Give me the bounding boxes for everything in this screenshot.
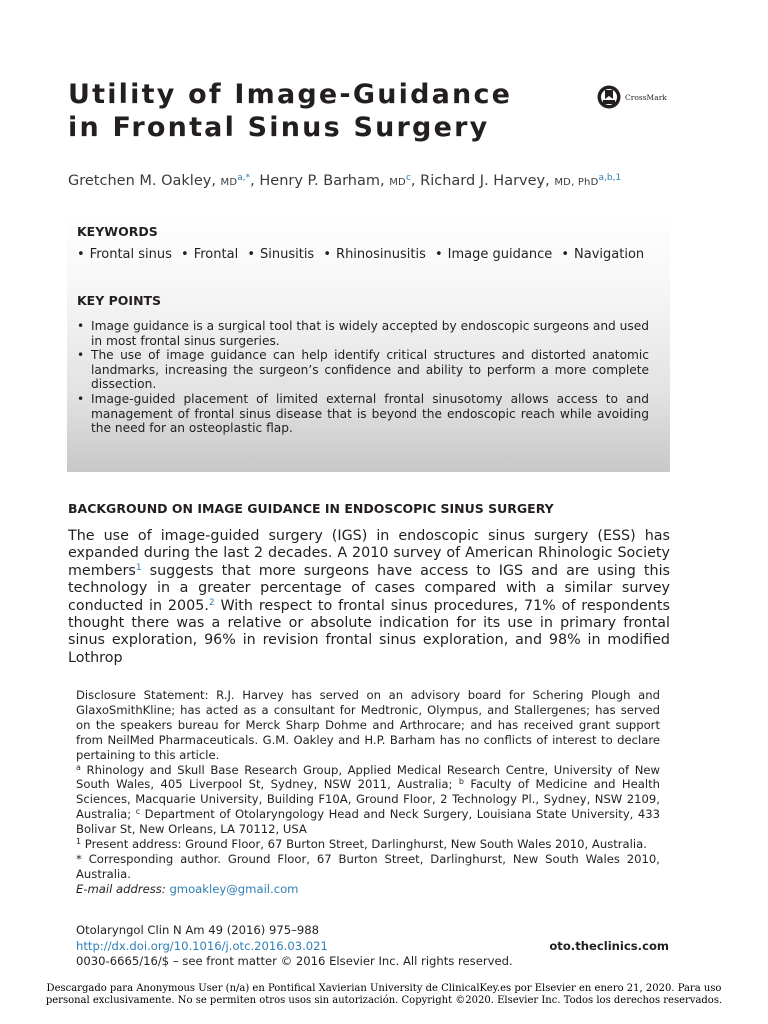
disclosure-statement: Disclosure Statement: R.J. Harvey has served on an advisory board for Schering Plough and GlaxoSmithKline; has acted as a consultant for Medtronic, Olympus, and Stallergenes; has served on the speakers bureau for Merck Sharp Dohme and Arthrocare; and has received grant support from NeilMed Pharmaceuticals. G.M. Oakley and H.P. Barham has no conflicts of interest to declare pertaining to this article.	[76, 688, 660, 762]
bullet-icon: •	[77, 247, 85, 262]
crossmark-badge[interactable]	[597, 85, 667, 109]
crossmark-label: CrossMark	[625, 92, 667, 102]
author-name: , Richard J. Harvey,	[410, 173, 555, 189]
doi-link[interactable]: http://dx.doi.org/10.1016/j.otc.2016.03.021	[76, 938, 328, 953]
keyword: Image guidance	[447, 247, 553, 262]
present-address	[76, 837, 660, 852]
keyword: Frontal	[193, 247, 239, 262]
body-text: suggests that more surgeons have access to IGS and are using this technology in a greater percentage of cases compared with a similar survey conducted in 2005.	[68, 562, 670, 614]
author-name: Gretchen M. Oakley,	[68, 173, 221, 189]
author-list	[68, 173, 621, 189]
email-link[interactable]: gmoakley@gmail.com	[169, 881, 299, 896]
affiliation-link[interactable]: a,b,1	[598, 173, 622, 183]
present-address-text: Present address: Ground Floor, 67 Burton Street, Darlinghurst, New South Wales 2010, Australia.	[81, 837, 647, 852]
bullet-icon: •	[561, 247, 570, 262]
email-label: E-mail address:	[76, 881, 166, 896]
key-points-heading: KEY POINTS	[77, 293, 162, 308]
section-heading: BACKGROUND ON IMAGE GUIDANCE IN ENDOSCOPIC SINUS SURGERY	[68, 501, 554, 516]
footnote-mark: 1	[76, 837, 82, 847]
keywords-heading: KEYWORDS	[77, 224, 158, 239]
keyword: Frontal sinus	[89, 247, 172, 262]
email-line	[76, 882, 660, 897]
author-name: , Henry P. Barham,	[250, 173, 390, 189]
keyword: Sinusitis	[260, 247, 315, 262]
issn-line: 0030-6665/16/$ – see front matter © 2016 Elsevier Inc. All rights reserved.	[76, 954, 513, 968]
footnote-mark: c	[135, 807, 141, 817]
key-points-list	[77, 319, 649, 436]
key-point: • Image-guided placement of limited external frontal sinusotomy allows access to and management of frontal sinus disease that is beyond the endoscopic reach while avoiding the need for an osteoplastic flap.	[77, 392, 649, 436]
footnote-mark: a	[76, 762, 81, 772]
affiliation-link[interactable]: c	[405, 173, 411, 183]
article-title	[68, 78, 588, 144]
key-point: • The use of image guidance can help identify critical structures and distorted anatomic landmarks, increasing the surgeon’s confidence and ability to perform a more complete dissection.	[77, 348, 649, 392]
footnotes	[76, 688, 660, 897]
title-line-2: in Frontal Sinus Surgery	[68, 112, 490, 143]
bullet-icon: •	[323, 247, 332, 262]
keyword: Rhinosinusitis	[336, 247, 426, 262]
bullet-icon: •	[181, 247, 189, 262]
affiliation-text: Rhinology and Skull Base Research Group, Applied Medical Research Centre, University of New South Wales, 405 Liverpool St, Sydney, NSW 2011, Australia;	[76, 762, 660, 792]
bullet-icon: •	[434, 247, 443, 262]
body-text: With respect to frontal sinus procedures, 71% of respondents thought there was a relative or absolute indication for its use in primary frontal sinus exploration, 96% in revision frontal sinus exploration, and 98% in modified Lothrop	[68, 597, 670, 666]
journal-info	[76, 923, 513, 970]
crossmark-icon	[597, 85, 621, 109]
bullet-icon: •	[247, 247, 255, 262]
author-degree: MD	[220, 177, 238, 188]
affiliation-text: Department of Otolaryngology Head and Neck Surgery, Louisiana State University, 433 Bolivar St, New Orleans, LA 70112, USA	[76, 807, 661, 837]
affiliations	[76, 763, 660, 838]
reference-link[interactable]: 2	[208, 597, 215, 608]
keywords-list	[77, 247, 649, 262]
footnote-mark: b	[458, 777, 464, 787]
journal-citation: Otolaryngol Clin N Am 49 (2016) 975–988	[76, 923, 319, 937]
corresponding-author: * Corresponding author. Ground Floor, 67 Burton Street, Darlinghurst, New South Wales 2010, Australia.	[76, 851, 660, 881]
journal-site: oto.theclinics.com	[549, 939, 669, 953]
author-degree: MD	[389, 177, 406, 188]
affiliation-link[interactable]: a,*	[237, 173, 251, 183]
body-text: The use of image-guided surgery (IGS) in endoscopic sinus surgery (ESS) has expanded during the last 2 decades. A 2010 survey of American Rhinologic Society members	[68, 528, 670, 579]
key-point: • Image guidance is a surgical tool that is widely accepted by endoscopic surgeons and used in most frontal sinus surgeries.	[77, 319, 649, 348]
affiliation-text: Faculty of Medicine and Health Sciences, Macquarie University, Building F10A, Ground Floor, 2 Technology Pl., Sydney, NSW 2109, Australia;	[76, 777, 660, 822]
keyword: Navigation	[574, 247, 645, 262]
download-notice: Descargado para Anonymous User (n/a) en Pontifical Xavierian University de ClinicalKey.es por Elsevier en enero 21, 2020. Para uso personal exclusivamente. No se permiten otros usos sin autorización. Copyright ©2020. Elsevier Inc. Todos los derechos reservados.	[45, 983, 723, 1006]
title-line-1: Utility of Image-Guidance	[68, 79, 513, 110]
reference-link[interactable]: 1	[135, 562, 142, 573]
body-paragraph	[68, 528, 670, 667]
author-degree: MD, PhD	[554, 177, 599, 188]
keywords-keypoints-box	[67, 214, 670, 472]
